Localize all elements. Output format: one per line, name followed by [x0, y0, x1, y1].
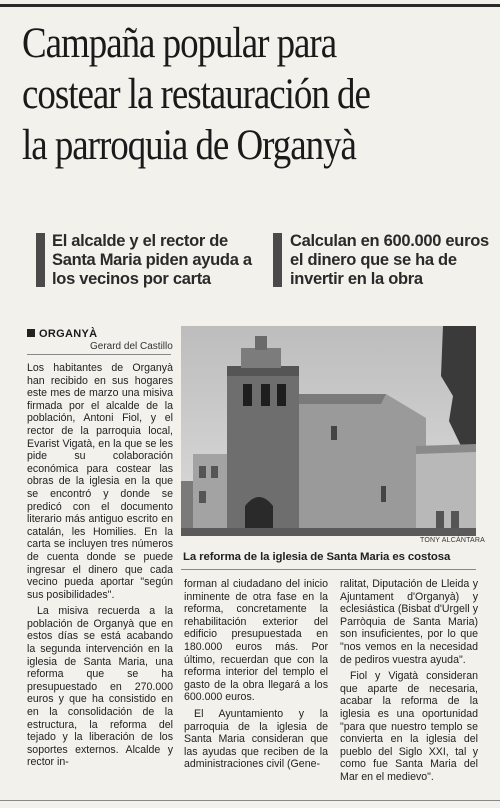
- headline: [22, 18, 486, 171]
- headline-line-2: costear la restauración de: [22, 71, 370, 118]
- article-column-2: [184, 578, 328, 775]
- paragraph: forman al ciudadano del inicio inminente de otra fase en la reforma, concretamente la rehabilitación exterior del edificio presupuestada en 180.000 euros más. Por último, recuerdan que con la reforma interior del templo el gasto de la obra llegará a los 600.000 euros.: [184, 578, 328, 704]
- paragraph: Fiol y Vigatà consideran que aparte de necesaria, acabar la reforma de la iglesia es una oportunidad "para que nuestro templo se convierta en la iglesia del pueblo del Siglo XXI, tal y como fue Santa Maria del Mar en el medievo".: [340, 670, 478, 783]
- article-column-1: [27, 362, 173, 773]
- subhead-right-bar: [273, 233, 282, 287]
- caption-rule: [181, 569, 476, 570]
- byline: Gerard del Castillo: [90, 341, 173, 352]
- subhead-left-bar: [36, 233, 45, 287]
- top-rule: [0, 4, 500, 7]
- headline-line-1: Campaña popular para: [22, 20, 337, 67]
- section-label: [27, 328, 97, 340]
- paragraph: La misiva recuerda a la población de Organyà que en estos días se está acabando la segunda intervención en la iglesia de Santa Maria, una reforma que se ha presupuestado en 270.000 euros y que ha consistido en en la consolidación de la estructura, la reforma del tejado y la liberación de los soportes externos. Alcalde y rector in-: [27, 605, 173, 769]
- headline-line-3: la parroquia de Organyà: [22, 122, 356, 169]
- paragraph: El Ayuntamiento y la parroquia de la iglesia de Santa Maria consideran que las ayudas que reciben de la administraciones civil (Gene-: [184, 707, 328, 771]
- bottom-rule: [0, 800, 500, 801]
- byline-rule: [27, 354, 171, 355]
- section-name: ORGANYÀ: [39, 328, 98, 340]
- paragraph: ralitat, Diputación de Lleida y Ajuntament d'Organyà) y eclesiástica (Bisbat d'Urgell y Parròquia de Santa Maria) son insuficientes, por lo que "nos vemos en la necesidad de pediros vuestra ayuda".: [340, 578, 478, 666]
- section-square-icon: [27, 329, 35, 337]
- paragraph: Los habitantes de Organyà han recibido en sus hogares este mes de marzo una misiva firmada por el alcalde de la población, Antoni Fiol, y el rector de la parroquia local, Evarist Vigatà, en la que se les pide su colaboración económica para costear las obras de la iglesia en la que se encontró y donde se predicó con el documento literario más antiguo escrito en catalán, les Homilies. En la carta se incluyen tres números de cuenta donde se puede ingresar el dinero que cada vecino pueda aportar "según sus posibilidades".: [27, 362, 173, 601]
- photo-caption: La reforma de la iglesia de Santa Maria es costosa: [183, 551, 451, 563]
- subhead-left: El alcalde y el rector de Santa Maria piden ayuda a los vecinos por carta: [52, 232, 252, 288]
- subhead-right: Calculan en 600.000 euros el dinero que se ha de invertir en la obra: [290, 232, 489, 288]
- church-photo: [181, 326, 476, 536]
- church-illustration: [181, 326, 476, 536]
- photo-credit: TONY ALCÁNTARA: [420, 537, 486, 544]
- article-column-3: [340, 578, 478, 788]
